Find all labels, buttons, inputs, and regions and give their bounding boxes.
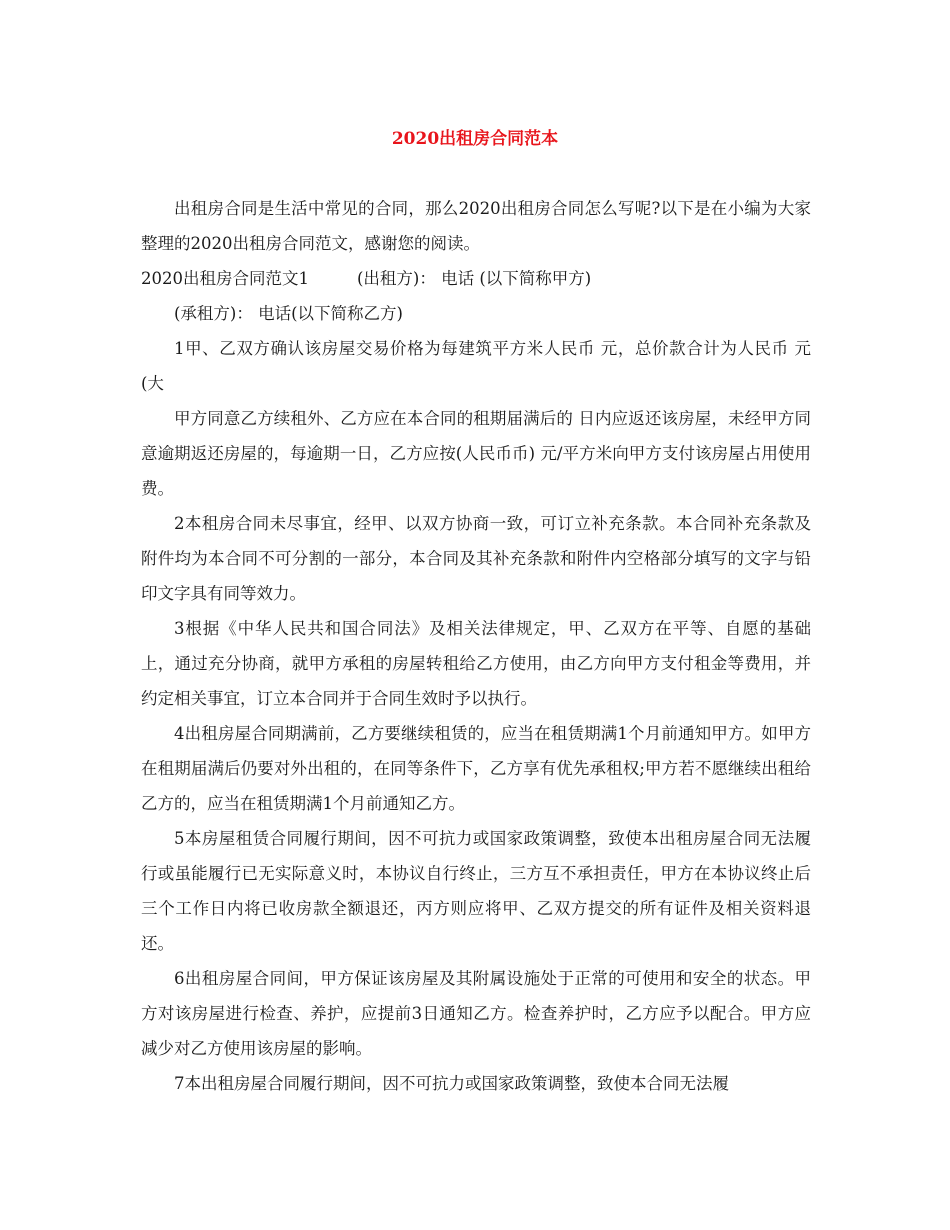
intro-paragraph: 出租房合同是生活中常见的合同，那么2020出租房合同怎么写呢?以下是在小编为大家整理的2020出租房合同范文，感谢您的阅读。 [141, 199, 811, 253]
clause-7: 7本出租房屋合同履行期间，因不可抗力或国家政策调整，致使本合同无法履 [174, 1074, 729, 1093]
party-a-line: (出租方)： 电话 (以下简称甲方) [357, 269, 592, 288]
sample-heading-line [141, 261, 811, 296]
party-b-line: (承租方)： 电话(以下简称乙方) [174, 304, 403, 323]
clause-1: 1甲、乙双方确认该房屋交易价格为每建筑平方米人民币 元，总价款合计为人民币 元(大 [141, 339, 811, 393]
clause-5: 5本房屋租赁合同履行期间，因不可抗力或国家政策调整，致使本出租房屋合同无法履行或虽能履行已无实际意义时，本协议自行终止，三方互不承担责任，甲方在本协议终止后三个工作日内将已收房款全额退还，丙方则应将甲、乙双方提交的所有证件及相关资料退还。 [141, 829, 811, 953]
clause-6: 6出租房屋合同间，甲方保证该房屋及其附属设施处于正常的可使用和安全的状态。甲方对该房屋进行检查、养护，应提前3日通知乙方。检查养护时，乙方应予以配合。甲方应减少对乙方使用该房屋的影响。 [141, 969, 811, 1058]
clause-2: 2本租房合同未尽事宜，经甲、以双方协商一致，可订立补充条款。本合同补充条款及附件均为本合同不可分割的一部分，本合同及其补充条款和附件内空格部分填写的文字与铅印文字具有同等效力。 [141, 514, 811, 603]
document-body [141, 191, 811, 1101]
clause-3: 3根据《中华人民共和国合同法》及相关法律规定，甲、乙双方在平等、自愿的基础上，通过充分协商，就甲方承租的房屋转租给乙方使用，由乙方向甲方支付租金等费用，并约定相关事宜，订立本合同并于合同生效时予以执行。 [141, 619, 811, 708]
clause-4: 4出租房屋合同期满前，乙方要继续租赁的，应当在租赁期满1个月前通知甲方。如甲方在租期届满后仍要对外出租的，在同等条件下，乙方享有优先承租权;甲方若不愿继续出租给乙方的，应当在租赁期满1个月前通知乙方。 [141, 724, 811, 813]
document-title: 2020出租房合同范本 [391, 129, 559, 149]
sample-heading: 2020出租房合同范文1 [141, 269, 309, 288]
clause-renewal: 甲方同意乙方续租外、乙方应在本合同的租期届满后的 日内应返还该房屋，未经甲方同意逾期返还房屋的，每逾期一日，乙方应按(人民币币) 元/平方米向甲方支付该房屋占用使用费。 [141, 409, 811, 498]
